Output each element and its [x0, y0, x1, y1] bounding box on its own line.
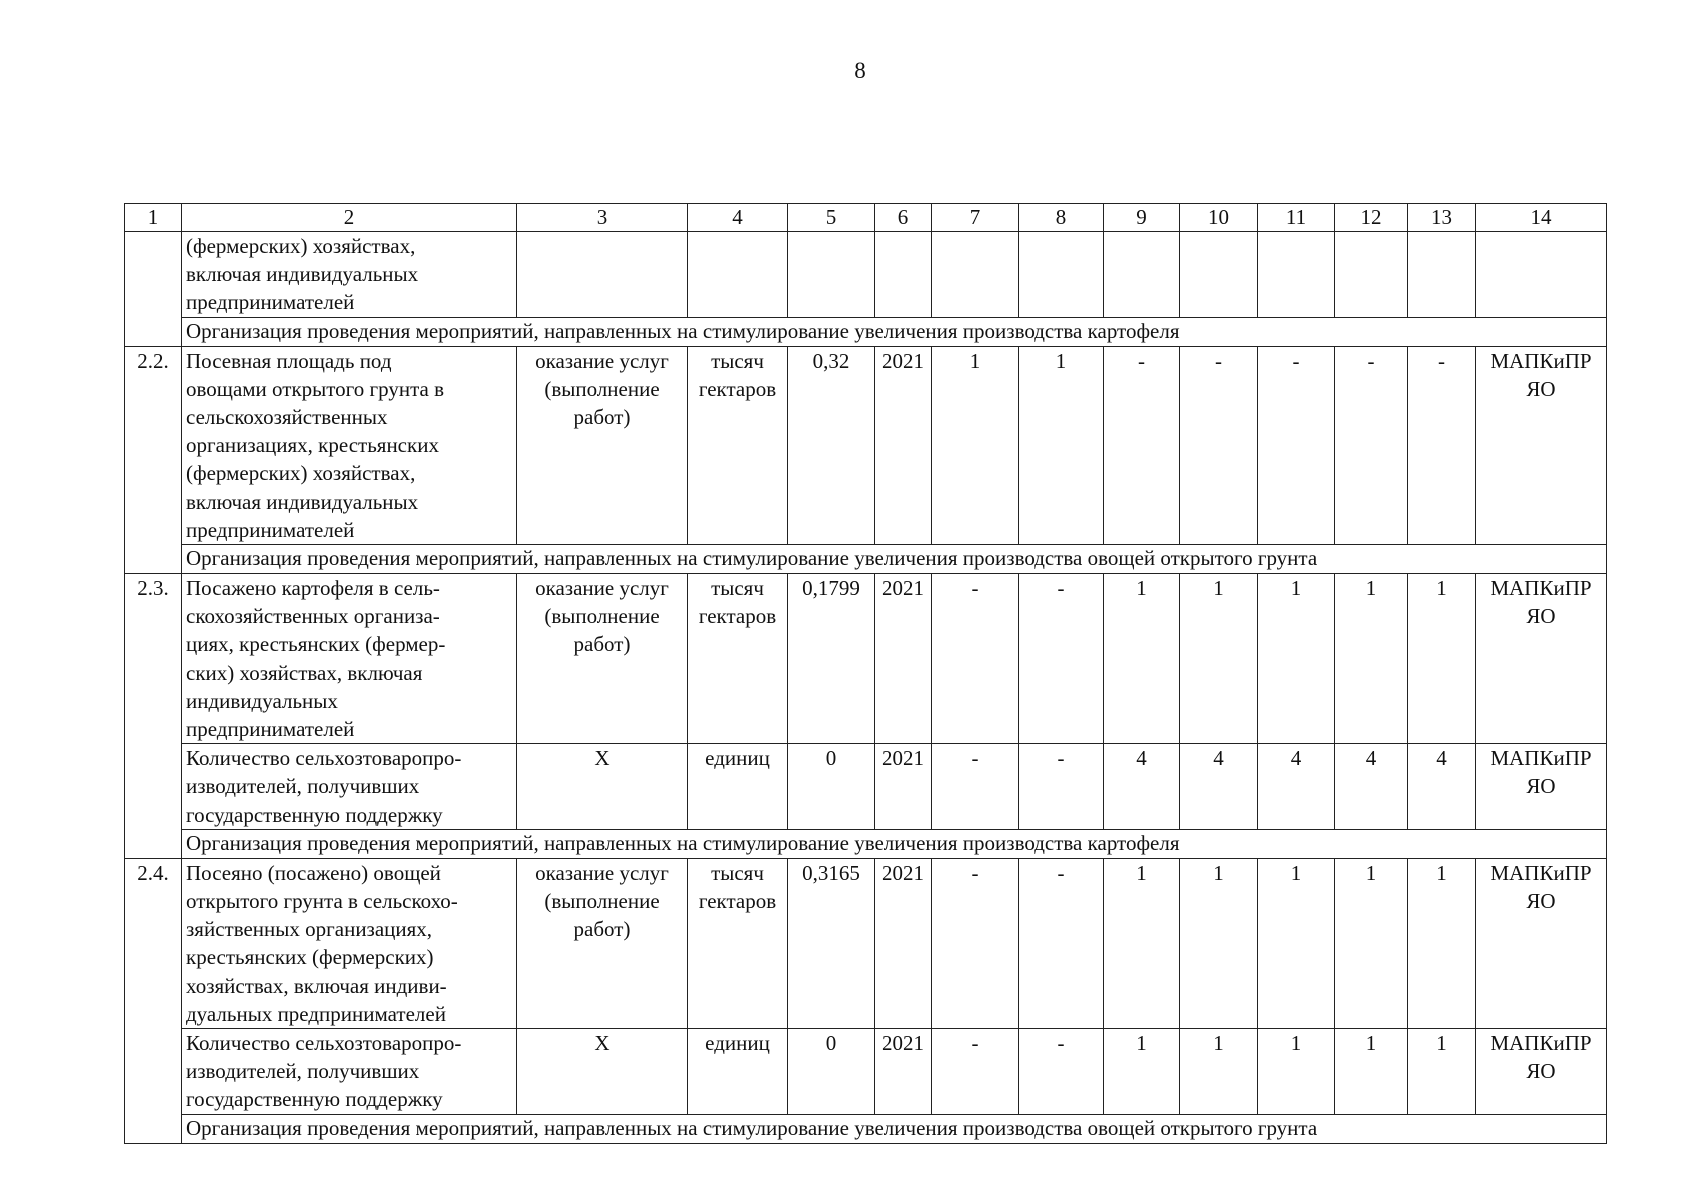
responsible: МАПКиПР ЯО: [1476, 858, 1607, 1028]
value-cell: -: [932, 744, 1019, 830]
value-cell: 1: [1335, 858, 1408, 1028]
indicator-name: (фермерских) хозяйствах, включая индивидуальных предпринимателей: [182, 232, 517, 318]
value-cell: -: [1258, 346, 1335, 544]
value-cell: -: [1019, 1029, 1104, 1115]
base-value: 0,3165: [788, 858, 875, 1028]
value-cell: 4: [1408, 744, 1476, 830]
value-cell: 1: [1019, 346, 1104, 544]
value-cell: 1: [1104, 858, 1180, 1028]
header-cell: 9: [1104, 204, 1180, 232]
header-cell: 4: [688, 204, 788, 232]
base-year: 2021: [875, 744, 932, 830]
indicator-type: Х: [517, 744, 688, 830]
value-cell: 1: [1104, 574, 1180, 744]
value-cell: 1: [1258, 858, 1335, 1028]
base-year: 2021: [875, 1029, 932, 1115]
table-row: [125, 574, 1607, 744]
table-row: [125, 744, 1607, 830]
header-cell: 3: [517, 204, 688, 232]
row-number: 2.4.: [125, 858, 182, 1143]
header-cell: 6: [875, 204, 932, 232]
base-year: 2021: [875, 858, 932, 1028]
value-cell: 1: [1180, 574, 1258, 744]
header-cell: 7: [932, 204, 1019, 232]
base-value: 0,32: [788, 346, 875, 544]
header-cell: 2: [182, 204, 517, 232]
section-band-row: [125, 317, 1607, 346]
header-cell: 10: [1180, 204, 1258, 232]
unit: тысяч гектаров: [688, 346, 788, 544]
value-cell: -: [1019, 858, 1104, 1028]
table-row: [125, 346, 1607, 544]
indicator-name: Количество сельхозтоваропро- изводителей, получивших государственную поддержку: [182, 1029, 517, 1115]
table-row: [125, 1029, 1607, 1115]
value-cell: -: [932, 858, 1019, 1028]
indicator-name: Посевная площадь под овощами открытого грунта в сельскохозяйственных организациях, крестьянских (фермерских) хозяйствах, включая индивидуальных предпринимателей: [182, 346, 517, 544]
base-value: 0: [788, 1029, 875, 1115]
value-cell: -: [1335, 346, 1408, 544]
table-row: [125, 232, 1607, 318]
row-number: 2.2.: [125, 346, 182, 573]
value-cell: 1: [1408, 858, 1476, 1028]
row-number: 2.3.: [125, 574, 182, 859]
section-band-row: [125, 829, 1607, 858]
value-cell: 4: [1104, 744, 1180, 830]
unit: тысяч гектаров: [688, 858, 788, 1028]
unit: единиц: [688, 1029, 788, 1115]
unit: тысяч гектаров: [688, 574, 788, 744]
value-cell: -: [1019, 744, 1104, 830]
responsible: МАПКиПР ЯО: [1476, 744, 1607, 830]
header-cell: 12: [1335, 204, 1408, 232]
indicator-name: Посеяно (посажено) овощей открытого грунта в сельскохо- зяйственных организациях, крестьянских (фермерских) хозяйствах, включая индиви- дуальных предпринимателей: [182, 858, 517, 1028]
header-cell: 8: [1019, 204, 1104, 232]
value-cell: -: [932, 574, 1019, 744]
indicator-type: Х: [517, 1029, 688, 1115]
value-cell: 1: [1258, 574, 1335, 744]
value-cell: 1: [1180, 1029, 1258, 1115]
base-value: 0,1799: [788, 574, 875, 744]
value-cell: 1: [1408, 1029, 1476, 1115]
base-year: 2021: [875, 574, 932, 744]
section-band: Организация проведения мероприятий, направленных на стимулирование увеличения производства овощей открытого грунта: [182, 545, 1607, 574]
value-cell: -: [1019, 574, 1104, 744]
header-cell: 1: [125, 204, 182, 232]
header-row: [125, 204, 1607, 232]
value-cell: 4: [1180, 744, 1258, 830]
value-cell: 1: [932, 346, 1019, 544]
table-row: [125, 858, 1607, 1028]
header-cell: 11: [1258, 204, 1335, 232]
section-band: Организация проведения мероприятий, направленных на стимулирование увеличения производства картофеля: [182, 829, 1607, 858]
value-cell: -: [1180, 346, 1258, 544]
value-cell: 1: [1104, 1029, 1180, 1115]
indicator-name: Количество сельхозтоваропро- изводителей, получивших государственную поддержку: [182, 744, 517, 830]
value-cell: 4: [1335, 744, 1408, 830]
header-cell: 14: [1476, 204, 1607, 232]
value-cell: -: [1408, 346, 1476, 544]
responsible: МАПКиПР ЯО: [1476, 1029, 1607, 1115]
section-band: Организация проведения мероприятий, направленных на стимулирование увеличения производства картофеля: [182, 317, 1607, 346]
base-value: 0: [788, 744, 875, 830]
indicator-name: Посажено картофеля в сель- скохозяйственных организа- циях, крестьянских (фермер- ских) хозяйствах, включая индивидуальных предпринимателей: [182, 574, 517, 744]
value-cell: 1: [1408, 574, 1476, 744]
base-year: 2021: [875, 346, 932, 544]
row-number-cell: [125, 232, 182, 347]
indicator-type: оказание услуг (выполнение работ): [517, 574, 688, 744]
header-cell: 5: [788, 204, 875, 232]
value-cell: -: [932, 1029, 1019, 1115]
section-band-row: [125, 1114, 1607, 1143]
unit: единиц: [688, 744, 788, 830]
indicator-type: оказание услуг (выполнение работ): [517, 858, 688, 1028]
page-number: 8: [854, 58, 866, 83]
value-cell: 1: [1180, 858, 1258, 1028]
indicators-table: [124, 203, 1607, 1144]
responsible: МАПКиПР ЯО: [1476, 346, 1607, 544]
indicator-type: оказание услуг (выполнение работ): [517, 346, 688, 544]
value-cell: 1: [1335, 574, 1408, 744]
header-cell: 13: [1408, 204, 1476, 232]
responsible: МАПКиПР ЯО: [1476, 574, 1607, 744]
value-cell: 4: [1258, 744, 1335, 830]
section-band-row: [125, 545, 1607, 574]
value-cell: 1: [1335, 1029, 1408, 1115]
section-band: Организация проведения мероприятий, направленных на стимулирование увеличения производства овощей открытого грунта: [182, 1114, 1607, 1143]
value-cell: -: [1104, 346, 1180, 544]
value-cell: 1: [1258, 1029, 1335, 1115]
